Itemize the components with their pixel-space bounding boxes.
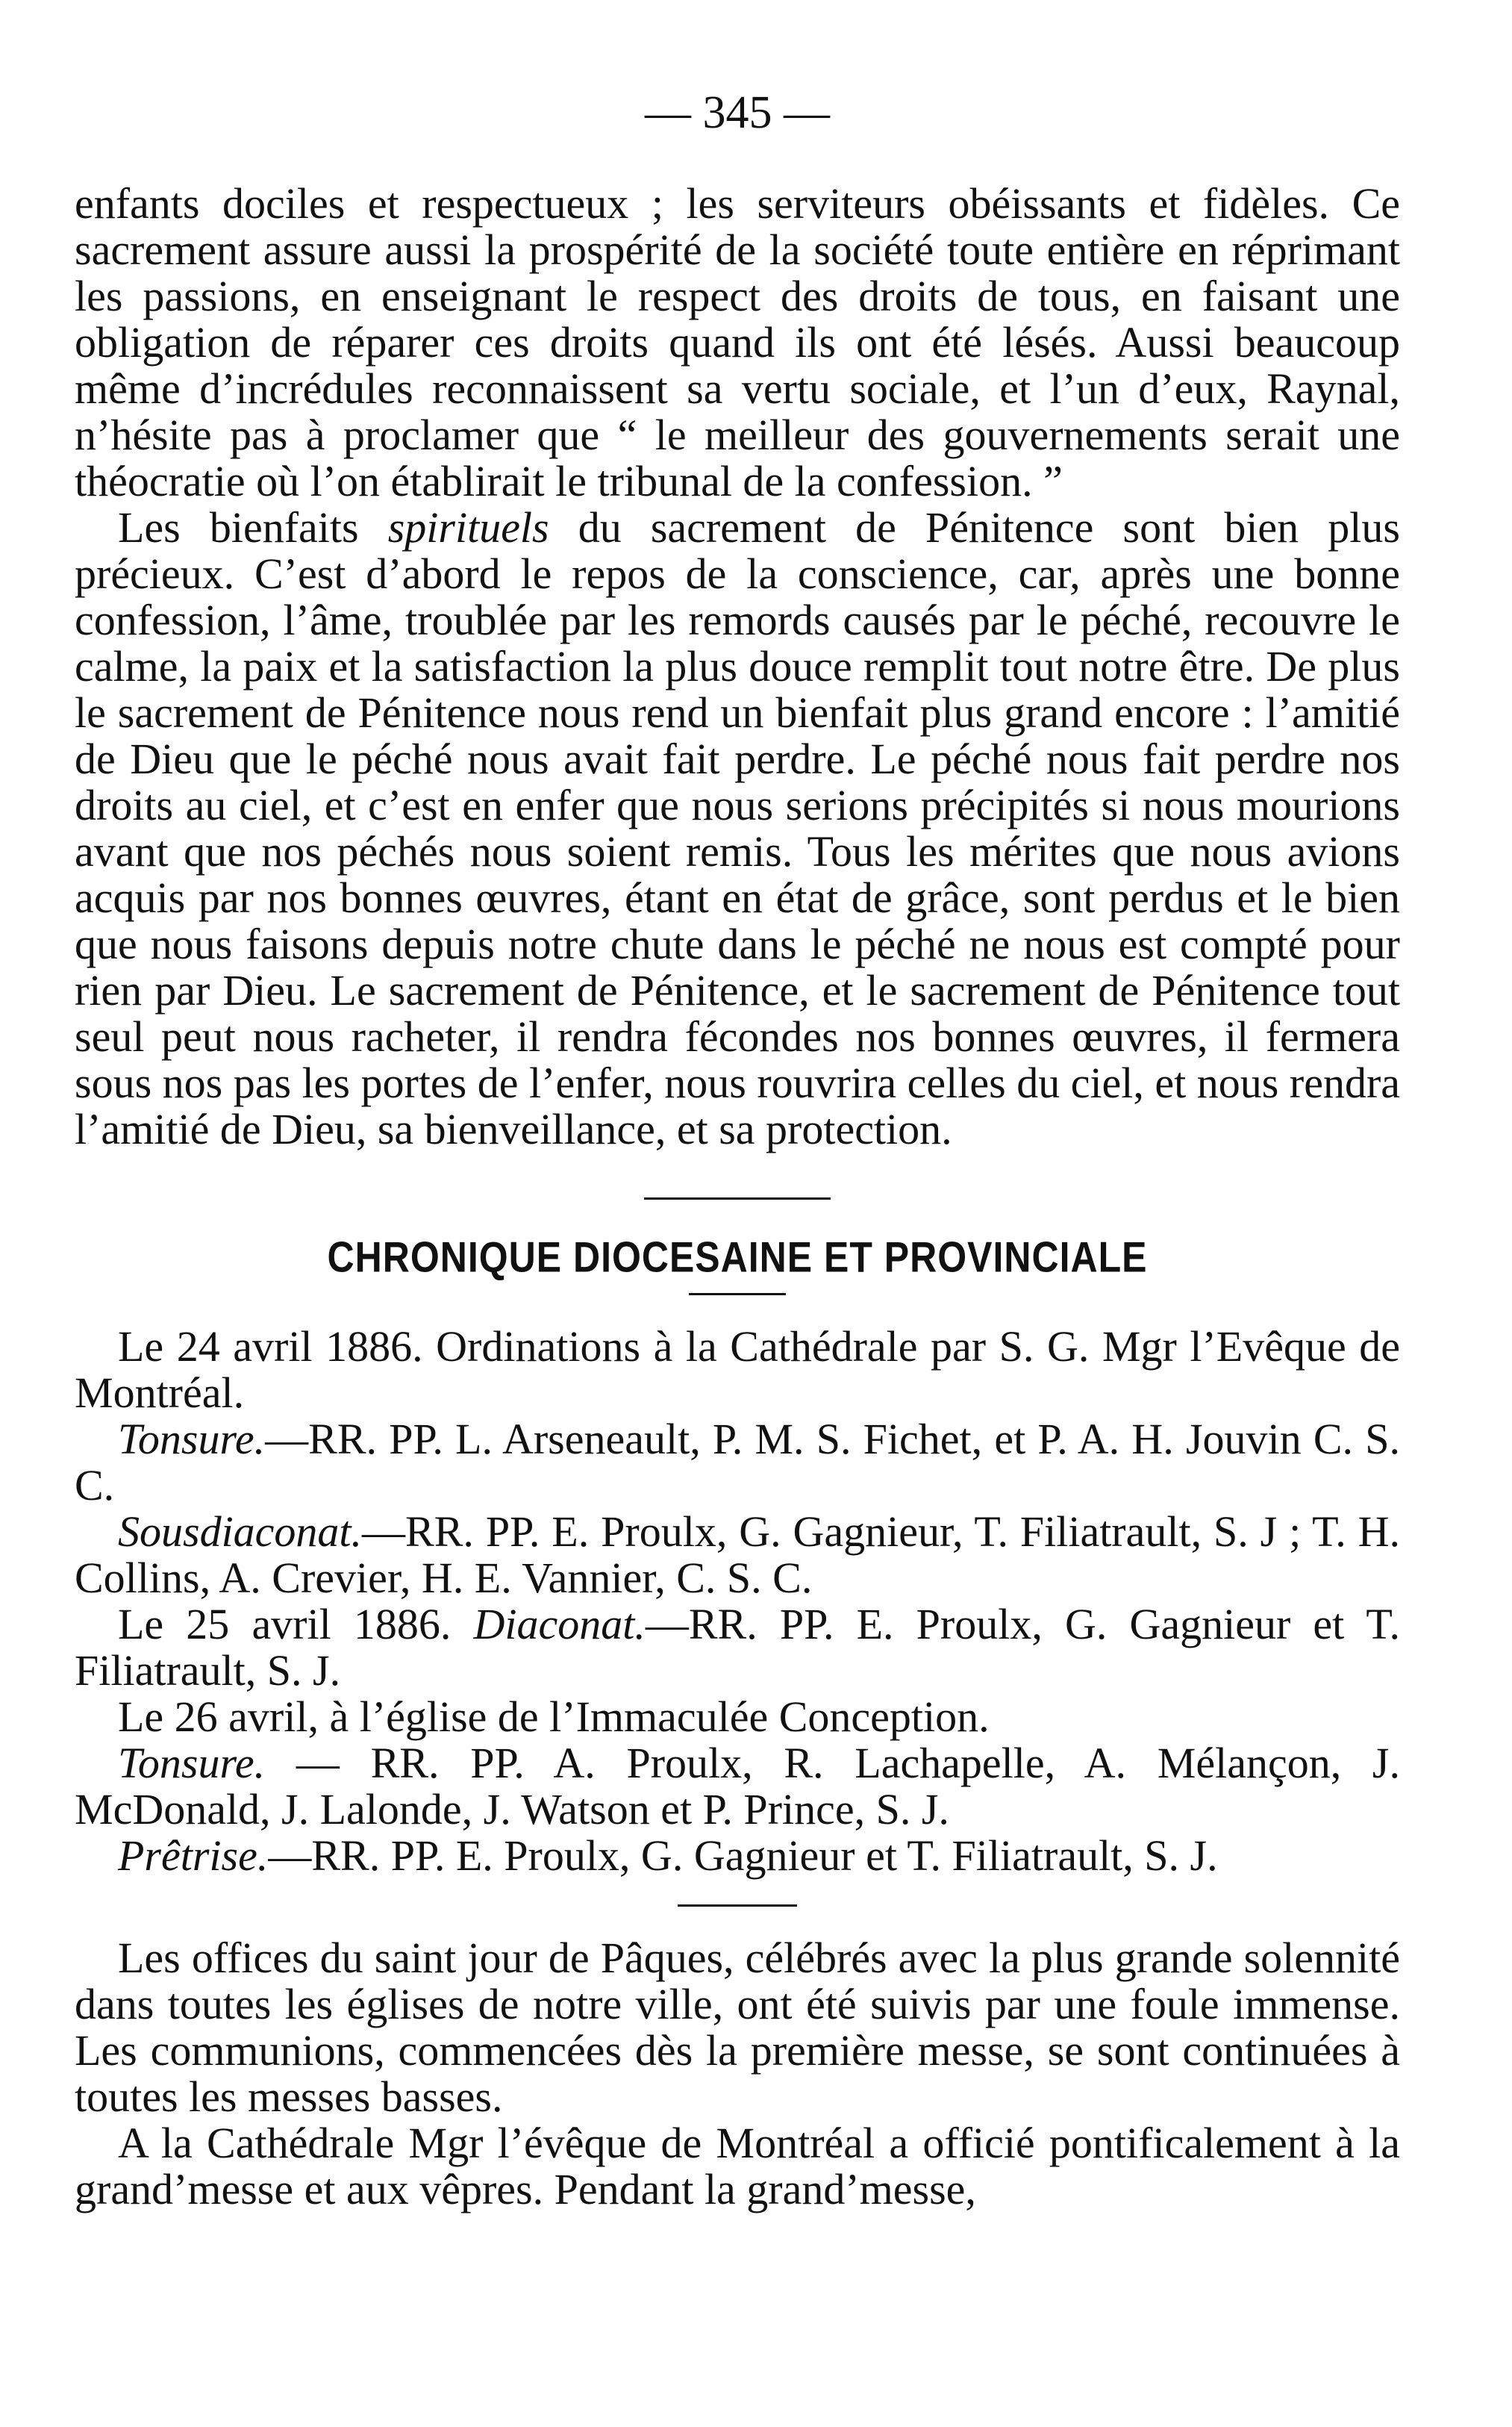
text-run: du sacrement de Pénitence sont bien plus précieux. C’est d’abord le repos de la conscience, car, après une bonne confession, l’âme, troublée par les remords causés par le péché, recouvre le calme, la paix et la satisfaction la plus douce remplit tout notre être. De plus le sacrement de Pénitence nous rend un bienfait plus grand encore : l’amitié de Dieu que le péché nous avait fait perdre. Le péché nous fait perdre nos droits au ciel, et c’est en enfer que nous serions précipités si nous mourions avant que nos péchés nous soient remis. Tous les mérites que nous avions acquis par nos bonnes œuvres, étant en état de grâce, sont perdus et le bien que nous faisons depuis notre chute dans le péché ne nous est compté pour rien par Dieu. Le sacrement de Pénitence, et le sacrement de Pénitence tout seul peut nous racheter, il rendra fécondes nos bonnes œuvres, il fermera sous nos pas les portes de l’enfer, nous rouvrira celles du ciel, et nous rendra l’amitié de Dieu, sa bienveillance, et sa protection. — [75, 503, 1400, 1153]
chronicle-immaculee: Le 26 avril, à l’église de l’Immaculée Conception. — [118, 1692, 990, 1741]
text-run: Le 25 avril 1886. — [118, 1600, 474, 1648]
paragraph-cathedrale: A la Cathédrale Mgr l’évêque de Montréal a officié pontificalement à la grand’messe et aux vêpres. Pendant la grand’messe, — [75, 2119, 1400, 2213]
label-diaconat: Diaconat. — [473, 1600, 646, 1648]
section-title: CHRONIQUE DIOCESAINE ET PROVINCIALE — [327, 1233, 1148, 1282]
label-tonsure: Tonsure. — [118, 1415, 266, 1463]
section-divider — [644, 1197, 831, 1200]
title-underline — [689, 1293, 786, 1295]
page-number: — 345 — — [645, 87, 830, 138]
book-page — [75, 87, 1400, 2213]
emphasis-spirituels: spirituels — [387, 503, 549, 552]
label-sousdiaconat: Sousdiaconat. — [118, 1507, 363, 1556]
paragraph-paques: Les offices du saint jour de Pâques, célébrés avec la plus grande solennité dans toutes les églises de notre ville, ont été suivis par une foule immense. Les communions, commencées dès la première messe, se sont continuées à toutes les messes basses. — [75, 1934, 1400, 2121]
chronicle-pretrise — [75, 1833, 1400, 1879]
paragraph-spiritual-benefits — [75, 505, 1400, 1153]
label-tonsure: Tonsure. — [118, 1739, 266, 1787]
chronicle-diaconat — [75, 1601, 1400, 1694]
text-run: —RR. PP. E. Proulx, G. Gagnieur et T. Filiatrault, S. J. — [75, 1600, 1400, 1695]
label-pretrise: Prêtrise. — [118, 1831, 269, 1880]
text-run: Les bienfaits — [118, 503, 388, 552]
chronicle-sousdiaconat — [75, 1509, 1400, 1601]
chronicle-tonsure-2 — [75, 1740, 1400, 1833]
text-run: —RR. PP. L. Arseneault, P. M. S. Fichet, et P. A. H. Jouvin C. S. C. — [75, 1415, 1400, 1510]
chronicle-ordinations-intro: Le 24 avril 1886. Ordinations à la Cathédrale par S. G. Mgr l’Evêque de Montréal. — [75, 1322, 1400, 1417]
text-run: — RR. PP. A. Proulx, R. Lachapelle, A. Mélançon, J. McDonald, J. Lalonde, J. Watson et P. Prince, S. J. — [75, 1739, 1400, 1834]
paragraph-social-benefits: enfants dociles et respectueux ; les serviteurs obéissants et fidèles. Ce sacrement assure aussi la prospérité de la société toute entière en réprimant les passions, en enseignant le respect des droits de tous, en faisant une obligation de réparer ces droits quand ils ont été lésés. Aussi beaucoup même d’incrédules reconnaissent sa vertu sociale, et l’un d’eux, Raynal, n’hésite pas à proclamer que “ le meilleur des gouvernements serait une théocratie où l’on établirait le tribunal de la confession. ” — [75, 179, 1400, 505]
text-run: —RR. PP. E. Proulx, G. Gagnieur et T. Filiatrault, S. J. — [268, 1831, 1218, 1880]
section-divider-small — [678, 1904, 797, 1907]
chronicle-tonsure-1 — [75, 1416, 1400, 1509]
text-run: —RR. PP. E. Proulx, G. Gagnieur, T. Filiatrault, S. J ; T. H. Collins, A. Crevier, H. E. Vannier, C. S. C. — [75, 1507, 1400, 1602]
